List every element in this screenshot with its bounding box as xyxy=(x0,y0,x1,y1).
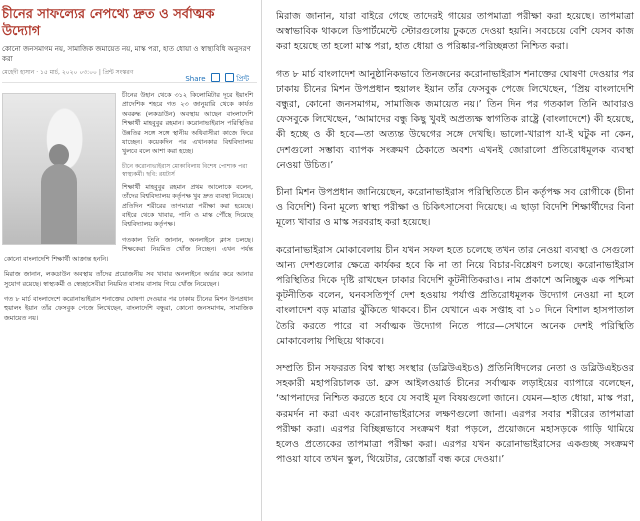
left-paragraph: গত ৮ মার্চ বাংলাদেশে করোনাভাইরাস শনাক্তের ঘোষণা দেওয়ার পর ঢাকায় চীনের মিশন উপপ্রধান হুয়ালং ইয়ান তাঁর ফেসবুক পেজে লিখেছেন, বাংলাদেশি বন্ধুরা, কোনো জনসমাগম, সামাজিক জমায়েত নয়। xyxy=(4,294,253,322)
left-paragraph: মিরাজ জানান, লকডাউন অবস্থায় তাঁদের প্রয়োজনীয় সব খাবার অনলাইনে অর্ডার করে আনার সুযোগ রয়েছে। স্বাস্থ্যকর্মী ও স্বেচ্ছাসেবীরা নিয়মিত বাসায় বাসায় গিয়ে খোঁজ নিয়েছেন। xyxy=(4,270,253,288)
print-button[interactable]: প্রিন্ট xyxy=(236,75,249,83)
body-paragraph: মিরাজ জানান, যারা বাইরে গেছে তাদেরই গায়ের তাপমাত্রা পরীক্ষা করা হয়েছে। তাপমাত্রা অস্বাভাবিক থাকলে ডিপার্টমেন্টে স্টোরগুলোয় ঢুকতে দেওয়া হয়নি। সবচেয়ে বেশি যেসব কাজ করা হয়েছে তা হলো মাস্ক পরা, হাত ধোয়া ও পরিষ্কার-পরিচ্ছন্নতা নিশ্চিত করা। xyxy=(276,11,634,53)
left-paragraph: চীনের উহান থেকে ৩১২ কিলোমিটার দূরে ইয়াংশি প্রাদেশিক শহরে গত ২৩ জানুয়ারি থেকে কার্যত অবরুদ্ধ (লকডাউন) অবস্থায় আছেন বাংলাদেশি শিক্ষার্থী মাহবুবুর রহমান। করোনাভাইরাস পরিস্থিতির উন্নতির সঙ্গে সঙ্গে স্থানীয় অধিবাসীরা কাজে ফিরে যাচ্ছেন। কয়েকদিন পর এখানকার বিশ্ববিদ্যালয় খুলবে বলে আশা করা হচ্ছে। xyxy=(122,91,253,156)
body-paragraph: করোনাভাইরাস মোকাবেলায় চীন যখন সফল হতে চলেছে তখন তার নেওয়া ব্যবস্থা ও সেগুলো আন্য দেশগুলোর ক্ষেত্রে কার্যকর হবে কি না তা নিয়ে বিচার-বিশ্লেষণ চলছে। করোনাভাইরাস পরিস্থিতির দিকে দৃষ্টি রাখছেন ঢাকার বিদেশি কূটনীতিকরাও। নাম প্রকাশে অনিচ্ছুক এক পশ্চিমা কূটনীতিক বলেন, ঘনবসতিপূর্ণ দেশ হওয়ায় পর্যাপ্ত প্রতিরোধমূলক উদ্যোগ নেওয়া না হলে বাংলাদেশ বড় মাত্রার ঝুঁকিতে থাকবে। চীন যেখানে এক সপ্তাহ বা ১০ দিনে বিশাল হাসপাতাল তৈরি করতে পারে বা সর্বাত্মক উদ্যোগ নিতে পারে—সেখানে অনেক দেশই পরিস্থিতি মোকাবেলায় পিছিয়ে থাকবে। xyxy=(276,244,634,347)
body-paragraph: গত ৮ মার্চ বাংলাদেশ আনুষ্ঠানিকভাবে তিনজনের করোনাভাইরাস শনাক্তের ঘোষণা দেওয়ার পর ঢাকায় চীনের মিশন উপপ্রধান হুয়ালং ইয়ান তাঁর ফেসবুক পেজে লিখেছেন, ‘প্রিয় বাংলাদেশি বন্ধুরা, কোনো জনসমাগম, সামাজিক জমায়েত নয়।’ তিন দিন পর গতকাল তিনি আবারও ফেসবুকে লিখেছেন, ‘আমাদের বন্ধু কিছু খুবই অপ্রত্যক্ষ স্বাগতিক রাষ্ট্রে (বাংলাদেশে) কী হয়েছে, কী হচ্ছে ও কী হবে—তা অত্যন্ত উদ্বেগের সঙ্গে দেখছি। ভালো-খারাপ যা-ই ঘটুক না কেন, দেশগুলো সম্ভাব্য ব্যাপক সংক্রমণ ঠেকাতে অবশ্য এখনই জোরালো প্রতিরোধমূলক ব্যবস্থা নেওয়া উচিত।’ xyxy=(276,68,634,171)
left-column xyxy=(0,0,262,521)
twitter-icon[interactable] xyxy=(225,73,234,82)
article-headline: চীনের সাফল্যের নেপথ্যে দ্রুত ও সর্বাত্মক উদ্যোগ xyxy=(2,7,215,39)
photo-caption: চীনে করোনাভাইরাস মোকাবিলায় বিশেষ পোশাক পরা স্বাস্থ্যকর্মী। ছবি: রয়টার্স xyxy=(122,162,248,178)
photo-figure-body xyxy=(41,164,77,244)
article-photo xyxy=(2,93,116,245)
right-column xyxy=(276,0,640,521)
facebook-icon[interactable] xyxy=(211,73,220,82)
body-paragraph: সম্প্রতি চীন সফররত বিশ্ব স্বাস্থ্য সংস্থার (ডব্লিউএইচও) প্রতিনিধিদলের নেতা ও ডব্লিউএইচওর সহকারী মহাপরিচালক ডা. ব্রুস আইলওয়ার্ড চীনের সর্বাত্মক লড়াইয়ের ব্যাপারে বলেছেন, ‘আপনাদের নিশ্চিত করতে হবে যে সবাই মূল বিষয়গুলো জানে। যেমন—হাত ধোয়া, মাস্ক পরা, করমর্দন না করা এবং করোনাভাইরাসের লক্ষণগুলো জানা। এরপর সবার শরীরের তাপমাত্রা পরীক্ষা করা। এরপর বিচ্ছিন্নভাবে সংক্রমণ ধরা পড়লে, প্রয়োজনে মহাসড়কে গাড়ি থামিয়ে হলেও প্রত্যেকের তাপমাত্রা পরীক্ষা করা। এরপর যখন করোনাভাইরাসের একগুচ্ছ সংক্রমণ পাওয়া যাবে তখন স্কুল, থিয়েটার, রেস্তোরাঁ বন্ধ করে দেওয়া।’ xyxy=(276,363,634,466)
photo-figure-head xyxy=(49,144,69,166)
share-button[interactable]: Share xyxy=(185,75,206,83)
article-subhead: কোনো জনসমাগম নয়, সামাজিক জমায়েত নয়, মাস্ক পরা, হাত ধোয়া ও স্বাস্থ্যবিধি অনুসরণ করা xyxy=(2,45,251,63)
body-paragraph: চীনা মিশন উপপ্রধান জানিয়েছেন, করোনাভাইরাস পরিস্থিতিতে চীন কর্তৃপক্ষ সব রোগীকে (চীনা ও বিদেশি) বিনা মূল্যে স্বাস্থ্য পরীক্ষা ও চিকিৎসাসেবা দিয়েছে। এ ছাড়া বিদেশি শিক্ষার্থীদের বিনা মূল্যে খাবার ও মাস্ক সরবরাহ করা হয়েছে। xyxy=(276,187,634,229)
left-paragraph: শিক্ষার্থী মাহবুবুর রহমান প্রথম আলোকে বলেন, তাঁদের বিশ্ববিদ্যালয় কর্তৃপক্ষ খুব দ্রুত ব্যবস্থা নিয়েছে। প্রতিদিন শরীরের তাপমাত্রা পরীক্ষা করা হয়েছে। বাইরে থেকে খাবার, পানি ও মাস্ক পৌঁছে দিয়েছে বিশ্ববিদ্যালয় কর্তৃপক্ষ। xyxy=(122,182,253,229)
left-paragraph: গতকাল তিনি জানান, অনলাইনে ক্লাস চলছে। শিক্ষকেরা নিয়মিত খোঁজ নিচ্ছেন। এখন পর্যন্ত কোনো বাংলাদেশি শিক্ষার্থী আক্রান্ত হননি। xyxy=(4,235,253,263)
article-meta: মেহেদী হাসান · ১৫ মার্চ, ২০২০ ০৩:০০ | প্রিন্ট সংস্করণ xyxy=(2,67,257,83)
